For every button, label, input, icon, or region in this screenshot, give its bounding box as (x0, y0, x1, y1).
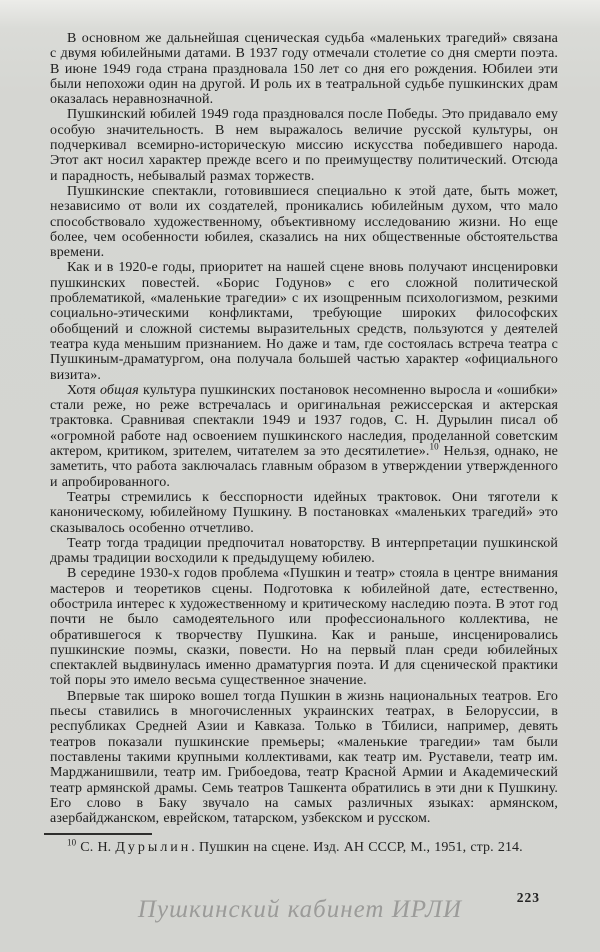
paragraph-3: Пушкинские спектакли, готовившиеся специально к этой дате, быть может, независимо от воли их создателей, проникались юбилейным духом, что мало способствовало художественному, объективному исследованию жизни. Но еще более, чем особенности юбилея, сказались на них общественные обстоятельства времени. (50, 183, 558, 261)
footnote-divider (44, 833, 152, 835)
paragraph-5 (50, 383, 558, 490)
paragraph-1: В основном же дальнейшая сценическая судьба «маленьких трагедий» связана с двумя юбилейными датами. В 1937 году отмечали столетие со дня смерти поэта. В июне 1949 года страна праздновала 150 лет со дня его рождения. Юбилеи эти были непохожи один на другой. И роль их в театральной судьбе пушкинских драм оказалась неравнозначной. (50, 31, 558, 108)
body-text (50, 31, 558, 856)
paragraph-2: Пушкинский юбилей 1949 года праздновался после Победы. Это придавало ему особую значительность. В нем выражалось величие русской культуры, он подчеркивал всемирно-историческую миссию искусства победившего народа. Этот акт носил характер прежде всего и по преимуществу политический. Отсюда и парадность, небывалый размах торжеств. (50, 107, 558, 184)
paragraph-6: Театры стремились к бесспорности идейных трактовок. Они тяготели к каноническому, юбилейному Пушкину. В постановках «маленьких трагедий» это сказывалось особенно отчетливо. (50, 489, 558, 536)
paragraph-5-text: Нельзя, однако, не заметить, что работа заключалась главным образом в утверждении утвержденного и апробированного. (50, 444, 558, 490)
paragraph-4: Как и в 1920-е годы, приоритет на нашей сцене вновь получают инсценировки пушкинских повестей. «Борис Годунов» с его сложной политической проблематикой, «маленькие трагедии» с их изощренным психологизмом, резкими социально-этическими конфликтами, требующие широких философских обобщений и сложной системы выразительных средств, пользуются у деятелей театра куда меньшим признанием. Но даже и там, где состоялась встреча театра с Пушкиным-драматургом, она получала большей частью характер «официального визита». (50, 260, 558, 383)
footnote-text: . Пушкин на сцене. Изд. АН СССР, М., 1951, стр. 214. (191, 840, 523, 856)
paragraph-7: Театр тогда традиции предпочитал новаторству. В интерпретации пушкинской драмы традиции восходили к предыдущему юбилею. (50, 535, 558, 567)
library-watermark: Пушкинский кабинет ИРЛИ (137, 896, 463, 923)
footnote-reference-mark: 10 (429, 441, 439, 452)
paragraph-5-text: культура пушкинских постановок несомненно выросла и «ошибки» стали реже, но реже встречалась и оригинальная режиссерская и актерская трактовка. Сравнивая спектакли 1949 и 1937 годов, С. Н. Дурылин писал об «огромной работе над освоением пушкинского наследия, проделанной советским актером, критиком, зрителем, читателем за это десятилетие». (50, 382, 558, 460)
paragraph-5-italic-word: общая (100, 382, 139, 398)
paragraph-5-text: Хотя (67, 382, 101, 398)
page-number: 223 (516, 890, 540, 905)
footnote-author: Дурылин (115, 840, 192, 856)
paragraph-9: Впервые так широко вошел тогда Пушкин в жизнь национальных театров. Его пьесы ставились в многочисленных украинских театрах, в Белоруссии, в республиках Средней Азии и Кавказа. Только в Тбилиси, например, девять театров показали пушкинские премьеры; «маленькие трагедии» там были поставлены такими крупными коллективами, как театр им. Руставели, театр им. Марджанишвили, театр им. Грибоедова, театр Красной Армии и Академический театр армянской драмы. Семь театров Ташкента обратились в эти дни к Пушкину. Его слово в Баку звучало на самых различных языках: армянском, азербайджанском, еврейском, татарском, узбекском и русском. (50, 688, 558, 827)
footnote-marker: 10 (67, 837, 77, 848)
footnote-text: С. Н. (76, 840, 116, 856)
footnote (50, 837, 558, 856)
paragraph-8: В середине 1930-х годов проблема «Пушкин и театр» стояла в центре внимания мастеров и теоретиков сцены. Подготовка к юбилейной дате, естественно, обострила интерес к художественному и критическому наследию поэта. В этот год почти не было самодеятельного или профессионального коллектива, не обратившегося к творчеству Пушкина. Как и раньше, инсценировались пушкинские поэмы, сказки, повести. Но на первый план среди юбилейных спектаклей выдвинулась именно драматургия поэта. И для сценической практики той поры это имело весьма существенное значение. (50, 566, 558, 689)
